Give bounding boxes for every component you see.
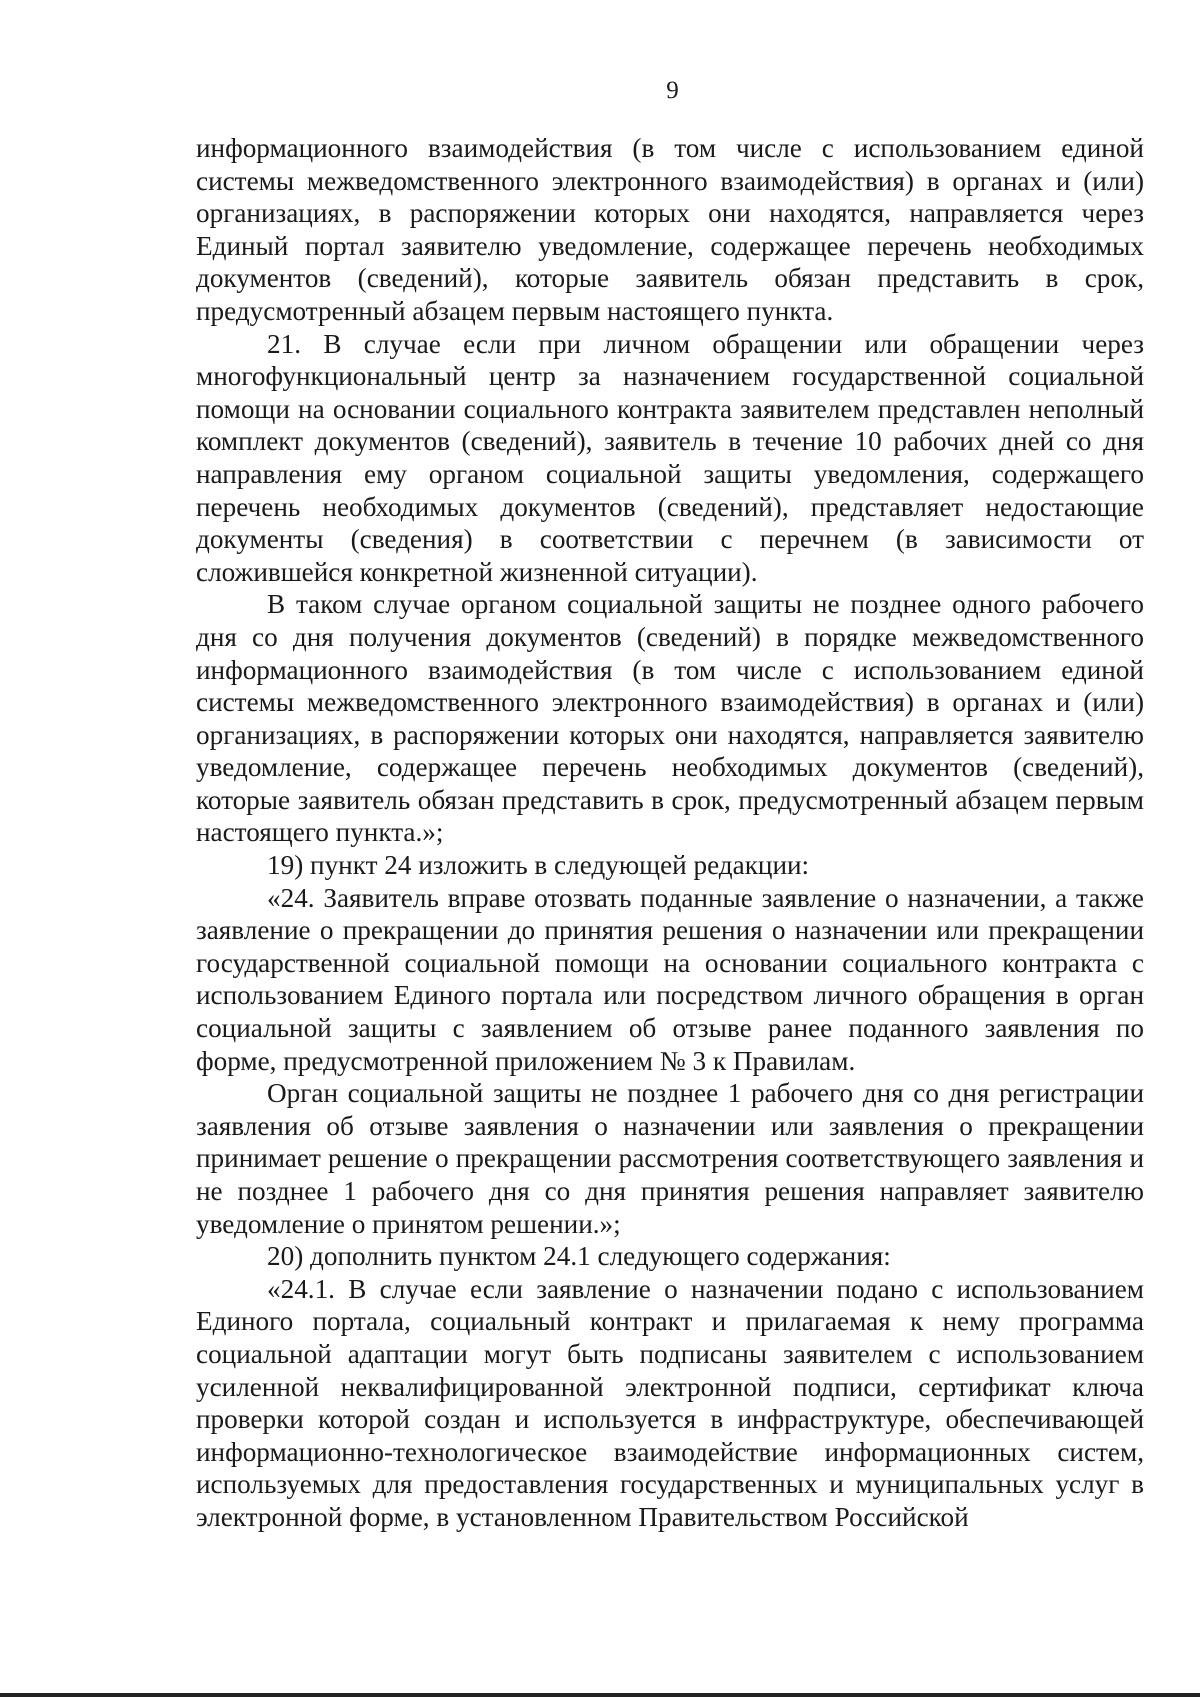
scan-bottom-edge xyxy=(0,1693,1200,1697)
page-number: 9 xyxy=(666,77,679,104)
paragraph-item-24: «24. Заявитель вправе отозвать поданные заявление о назначении, а также заявление о прекращении до принятия решения о назначении или прекращении государственной социальной помощи на основании социального контракта с использованием Единого портала или посредством личного обращения в орган социальной защиты с заявлением об отзыве ранее поданного заявления по форме, предусмотренной приложением № 3 к Правилам. xyxy=(196,882,1144,1076)
document-body xyxy=(196,132,1144,1534)
paragraph-decision: Орган социальной защиты не позднее 1 рабочего дня со дня регистрации заявления об отзыве заявления о назначении или заявления о прекращении принимает решение о прекращении рассмотрения соответствующего заявления и не позднее 1 рабочего дня со дня принятия решения направляет заявителю уведомление о принятом решении.»; xyxy=(196,1078,1144,1239)
paragraph-notification: В таком случае органом социальной защиты не позднее одного рабочего дня со дня получения документов (сведений) в порядке межведомственного информационного взаимодействия (в том числе с использованием единой системы межведомственного электронного взаимодействия) в органах и (или) организациях, в распоряжении которых они находятся, направляется заявителю уведомление, содержащее перечень необходимых документов (сведений), которые заявитель обязан представить в срок, предусмотренный абзацем первым настоящего пункта.»; xyxy=(196,589,1144,848)
paragraph-item-24-1: «24.1. В случае если заявление о назначении подано с использованием Единого портала, социальный контракт и прилагаемая к нему программа социальной адаптации могут быть подписаны заявителем с использованием усиленной неквалифицированной электронной подписи, сертификат ключа проверки которой создан и используется в инфраструктуре, обеспечивающей информационно-технологическое взаимодействие информационных систем, используемых для предоставления государственных и муниципальных услуг в электронной форме, в установленном Правительством Российской xyxy=(196,1273,1144,1532)
paragraph-item-21: 21. В случае если при личном обращении или обращении через многофункциональный центр за назначением государственной социальной помощи на основании социального контракта заявителем представлен неполный комплект документов (сведений), заявитель в течение 10 рабочих дней со дня направления ему органом социальной защиты уведомления, содержащего перечень необходимых документов (сведений), представляет недостающие документы (сведения) в соответствии с перечнем (в зависимости от сложившейся конкретной жизненной ситуации). xyxy=(196,328,1144,587)
paragraph-amendment-20: 20) дополнить пунктом 24.1 следующего содержания: xyxy=(267,1241,891,1272)
paragraph-amendment-19: 19) пункт 24 изложить в следующей редакции: xyxy=(267,850,810,881)
paragraph-continuation: информационного взаимодействия (в том числе с использованием единой системы межведомственного электронного взаимодействия) в органах и (или) организациях, в распоряжении которых они находятся, направляется через Единый портал заявителю уведомление, содержащее перечень необходимых документов (сведений), которые заявитель обязан представить в срок, предусмотренный абзацем первым настоящего пункта. xyxy=(196,133,1144,326)
